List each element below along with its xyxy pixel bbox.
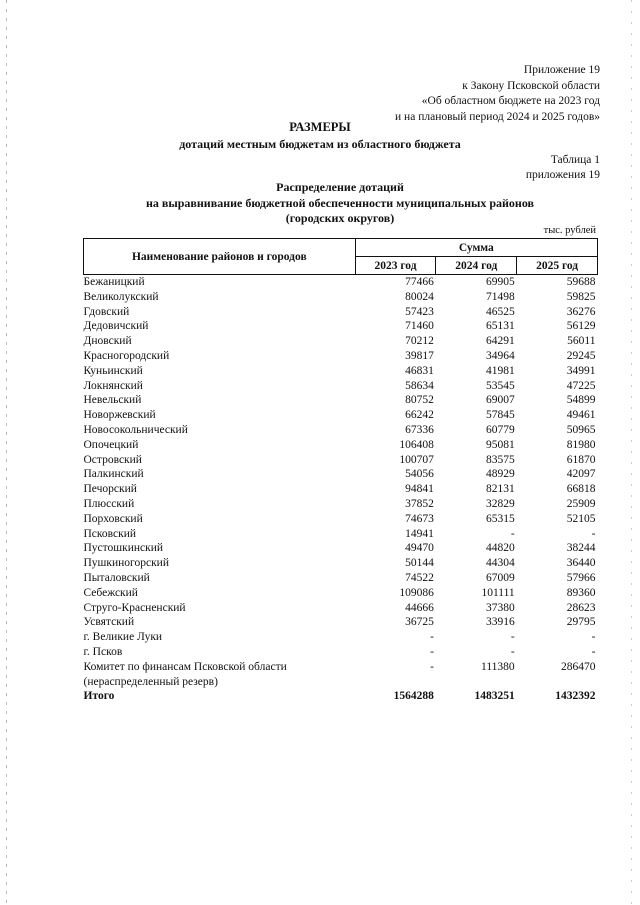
value-2023: - — [430, 660, 434, 673]
table-row — [84, 305, 598, 320]
document-subtitle: дотаций местным бюджетам из областного бюджета — [179, 137, 461, 151]
value-2025: 286470 — [561, 660, 596, 673]
value-2023: 49470 — [405, 542, 434, 555]
table-row — [84, 586, 598, 601]
table-title: на выравнивание бюджетной обеспеченности муниципальных районов — [145, 196, 535, 210]
value-2024: 60779 — [485, 423, 515, 436]
table-ref-line: Таблица 1 — [550, 154, 600, 166]
value-2023: 37852 — [405, 497, 434, 510]
value-2024: 65315 — [485, 512, 515, 525]
table-row — [84, 364, 598, 379]
row-name: Дновский — [83, 335, 132, 348]
table-row — [84, 423, 598, 438]
table-row — [84, 379, 598, 394]
value-2024: - — [510, 645, 515, 658]
empty-cell — [436, 675, 517, 690]
row-name: Новосокольнический — [83, 423, 188, 436]
value-2024: - — [510, 631, 515, 644]
value-2025: - — [591, 527, 596, 540]
value-2025: - — [591, 645, 596, 658]
value-2024: 65131 — [485, 320, 515, 333]
row-name: Бежаницкий — [83, 276, 145, 288]
value-2024: 69007 — [485, 394, 515, 407]
table-row — [84, 571, 598, 586]
table-row — [84, 630, 598, 645]
header-year: 2025 год — [517, 257, 598, 275]
value-2024: 41981 — [485, 364, 515, 377]
row-name: (нераспределенный резерв) — [83, 675, 218, 688]
value-2025: 52105 — [566, 512, 596, 525]
row-name: Новоржевский — [83, 409, 156, 422]
value-2023: 100707 — [399, 453, 434, 466]
value-2023: 58634 — [405, 379, 434, 392]
value-2024: 64291 — [485, 335, 515, 348]
value-2025: - — [591, 631, 596, 644]
value-2023: 80752 — [405, 394, 434, 407]
table-title: Распределение дотаций — [276, 180, 404, 194]
value-2025: 56129 — [566, 320, 596, 333]
value-2023: 67336 — [405, 423, 434, 436]
value-2023: 94841 — [405, 483, 434, 496]
value-2023: 106408 — [399, 438, 434, 451]
table-row — [84, 541, 598, 556]
total-2024: 1483251 — [474, 690, 515, 703]
value-2023: 66242 — [405, 409, 434, 422]
row-name: Великолукский — [83, 290, 159, 303]
value-2025: 49461 — [566, 409, 596, 422]
value-2024: 83575 — [485, 453, 515, 466]
table-row — [84, 527, 598, 542]
row-name: Невельский — [83, 394, 142, 407]
appendix-line: и на плановый период 2024 и 2025 годов» — [395, 110, 600, 123]
value-2025: 81980 — [566, 438, 596, 451]
value-2024: 46525 — [485, 305, 515, 318]
table-reference — [526, 153, 600, 183]
value-2024: 82131 — [485, 483, 515, 496]
table-row — [84, 290, 598, 305]
row-name: Дедовичский — [83, 320, 149, 333]
value-2025: 42097 — [566, 468, 596, 481]
value-2025: 38244 — [566, 542, 596, 555]
value-2023: 39817 — [405, 349, 434, 362]
row-name: Усвятский — [83, 616, 135, 629]
row-name: г. Великие Луки — [83, 631, 163, 644]
value-2025: 29795 — [566, 616, 596, 629]
total-2023: 1564288 — [393, 690, 434, 703]
row-name: Печорский — [83, 483, 137, 496]
total-label: Итого — [83, 690, 115, 703]
row-name: Плюсский — [83, 497, 135, 510]
appendix-line: «Об областном бюджете на 2023 год — [421, 95, 600, 107]
value-2025: 56011 — [567, 335, 596, 348]
header-year: 2024 год — [436, 257, 517, 275]
table-row — [84, 497, 598, 512]
value-2025: 59825 — [566, 290, 596, 303]
units-label: тыс. рублей — [543, 225, 596, 236]
subsidy-table — [83, 238, 598, 704]
table-row — [84, 512, 598, 527]
value-2025: 36276 — [566, 305, 596, 318]
table-row — [84, 601, 598, 616]
row-name: Пушкиногорский — [83, 557, 169, 570]
row-name: Пустошкинский — [83, 542, 164, 555]
row-name: Пыталовский — [83, 571, 150, 584]
value-2024: 69905 — [485, 276, 515, 288]
table-row — [84, 615, 598, 630]
row-name: Красногородский — [83, 349, 170, 362]
row-name: Струго-Красненский — [83, 601, 186, 614]
total-2025: 1432392 — [555, 690, 596, 703]
value-2024: 32829 — [485, 497, 515, 510]
value-2023: - — [430, 645, 434, 658]
appendix-header — [395, 63, 600, 125]
table-row — [84, 438, 598, 453]
value-2025: 25909 — [566, 497, 596, 510]
value-2024: 111380 — [481, 660, 515, 673]
value-2024: 44820 — [485, 542, 515, 555]
header-year: 2023 год — [355, 257, 436, 275]
value-2024: 48929 — [485, 468, 515, 481]
value-2024: 101111 — [481, 586, 515, 599]
value-2025: 47225 — [566, 379, 596, 392]
value-2024: 67009 — [485, 571, 515, 584]
row-name: г. Псков — [83, 645, 123, 658]
value-2024: 57845 — [485, 409, 515, 422]
row-name: Псковский — [83, 527, 137, 540]
table-row — [84, 453, 598, 468]
value-2023: 80024 — [405, 290, 434, 303]
row-name: Куньинский — [83, 364, 143, 377]
table-row — [84, 349, 598, 364]
value-2025: 50965 — [566, 423, 596, 436]
value-2024: 95081 — [485, 438, 515, 451]
row-name: Себежский — [83, 586, 138, 599]
appendix-line: к Закону Псковской области — [462, 79, 600, 92]
table-row-total — [84, 689, 598, 704]
row-name: Комитет по финансам Псковской области — [83, 660, 287, 673]
value-2025: 66818 — [566, 483, 596, 496]
table-row — [84, 482, 598, 497]
row-name: Палкинский — [83, 468, 144, 481]
value-2024: 71498 — [485, 290, 515, 303]
table-row — [84, 645, 598, 660]
empty-cell — [517, 675, 598, 690]
row-name: Гдовский — [83, 305, 130, 318]
row-name: Опочецкий — [83, 438, 139, 451]
table-row — [84, 467, 598, 482]
value-2023: 109086 — [399, 586, 434, 599]
value-2023: 44666 — [405, 601, 434, 614]
value-2024: 44304 — [485, 557, 515, 570]
table-row — [84, 408, 598, 423]
table-body — [84, 275, 598, 705]
value-2024: 34964 — [485, 349, 515, 362]
value-2025: 61870 — [566, 453, 596, 466]
value-2024: 37380 — [485, 601, 515, 614]
value-2023: 77466 — [405, 276, 434, 288]
row-name: Островский — [83, 453, 142, 466]
table-row — [84, 556, 598, 571]
value-2024: - — [510, 527, 515, 540]
value-2025: 34991 — [566, 364, 596, 377]
value-2023: 74522 — [405, 571, 434, 584]
value-2025: 36440 — [566, 557, 596, 570]
appendix-line: Приложение 19 — [523, 64, 600, 76]
value-2023: 36725 — [405, 616, 434, 629]
row-name: Локнянский — [83, 379, 143, 392]
value-2024: 33916 — [485, 616, 515, 629]
value-2023: - — [430, 631, 434, 644]
value-2025: 28623 — [566, 601, 596, 614]
value-2025: 59688 — [566, 276, 596, 288]
header-sum: Сумма — [355, 239, 597, 257]
value-2023: 74673 — [405, 512, 434, 525]
value-2023: 50144 — [405, 557, 434, 570]
table-row — [84, 393, 598, 408]
table-row — [84, 319, 598, 334]
value-2023: 71460 — [405, 320, 434, 333]
value-2023: 54056 — [405, 468, 434, 481]
table-ref-line: приложения 19 — [525, 169, 600, 181]
value-2023: 70212 — [405, 335, 434, 348]
value-2023: 57423 — [405, 305, 434, 318]
header-name: Наименование районов и городов — [84, 239, 356, 275]
document-title: РАЗМЕРЫ — [289, 120, 351, 134]
value-2025: 54899 — [566, 394, 596, 407]
value-2024: 53545 — [485, 379, 515, 392]
value-2025: 57966 — [566, 571, 596, 584]
table-row — [84, 334, 598, 349]
row-name: Порховский — [83, 512, 143, 525]
empty-cell — [355, 675, 436, 690]
value-2025: 89360 — [566, 586, 596, 599]
value-2023: 46831 — [405, 364, 434, 377]
table-row — [84, 275, 598, 290]
table-title: (городских округов) — [285, 211, 395, 225]
value-2023: 14941 — [405, 527, 434, 540]
value-2025: 29245 — [566, 349, 596, 362]
table-row-committee — [84, 660, 598, 675]
table-row-committee-cont — [84, 675, 598, 690]
